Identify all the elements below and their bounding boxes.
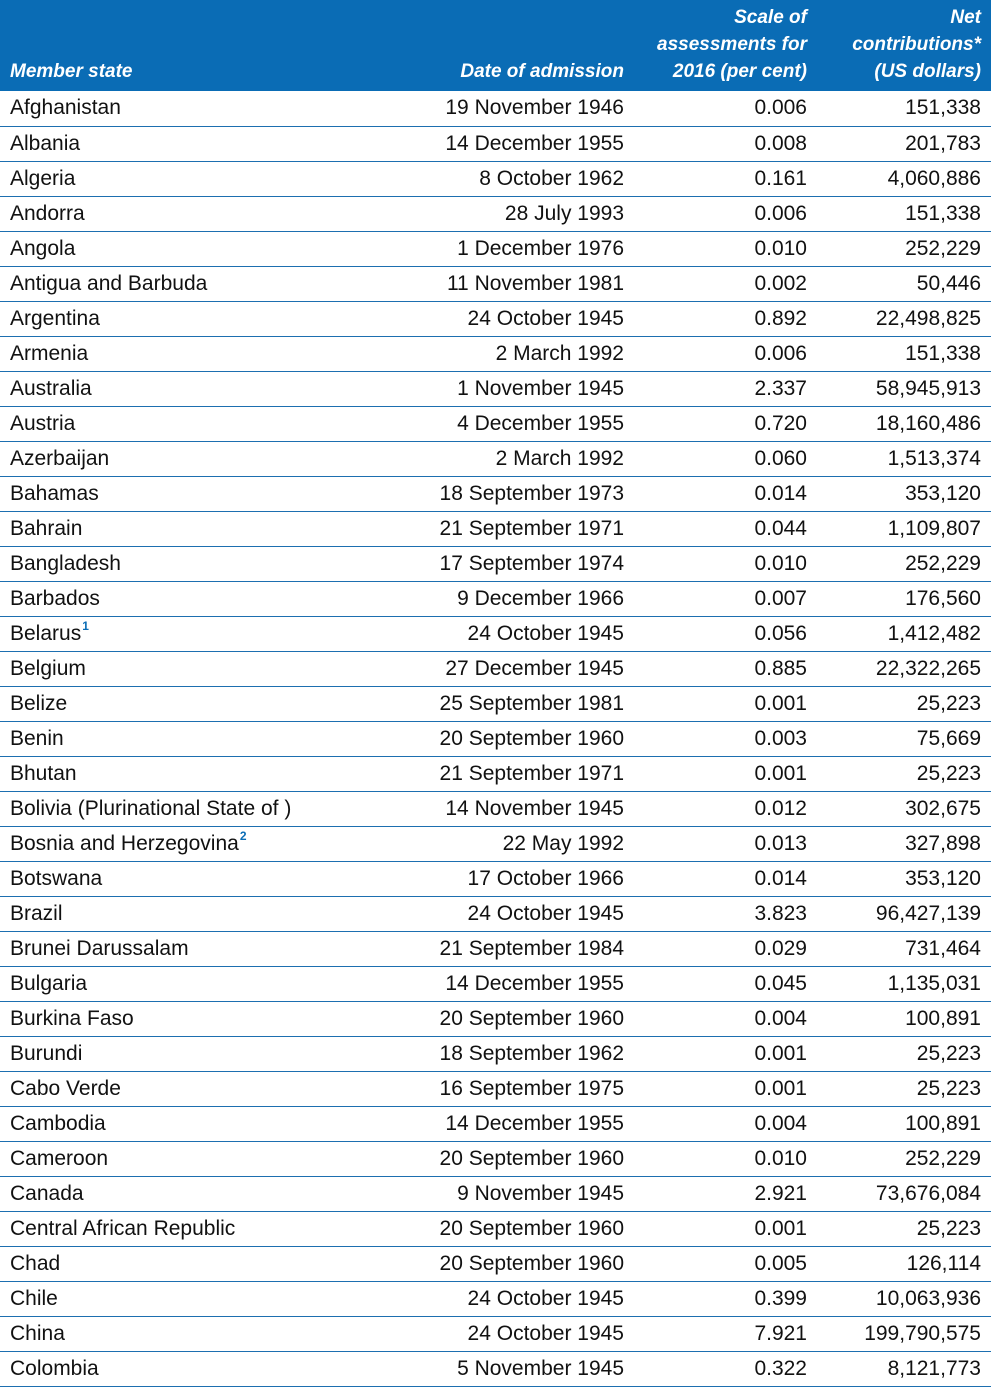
net-contribution-cell: 25,223 (817, 1036, 991, 1071)
net-contribution-cell: 1,513,374 (817, 441, 991, 476)
member-state-name: Brazil (10, 901, 63, 925)
admission-date-cell: 17 October 1966 (380, 861, 634, 896)
net-contribution-cell: 252,229 (817, 1141, 991, 1176)
admission-date-cell: 14 November 1945 (380, 791, 634, 826)
member-state-cell (0, 861, 380, 896)
member-state-cell (0, 896, 380, 931)
table-row (0, 581, 991, 616)
member-state-name: Austria (10, 411, 76, 435)
net-contribution-cell: 100,891 (817, 1106, 991, 1141)
net-contribution-cell: 96,427,139 (817, 896, 991, 931)
header-member-state: Member state (0, 0, 380, 91)
admission-date-cell: 25 September 1981 (380, 686, 634, 721)
member-state-cell (0, 791, 380, 826)
net-contribution-cell: 1,412,482 (817, 616, 991, 651)
scale-cell: 0.006 (634, 91, 817, 126)
member-state-cell (0, 1071, 380, 1106)
scale-cell: 2.337 (634, 371, 817, 406)
net-contribution-cell: 199,790,575 (817, 1316, 991, 1351)
table-row (0, 161, 991, 196)
scale-cell: 0.007 (634, 581, 817, 616)
scale-cell: 0.010 (634, 1141, 817, 1176)
net-contribution-cell: 22,322,265 (817, 651, 991, 686)
net-contribution-cell: 252,229 (817, 546, 991, 581)
scale-cell: 0.322 (634, 1351, 817, 1386)
member-state-cell (0, 91, 380, 126)
admission-date-cell: 28 July 1993 (380, 196, 634, 231)
net-contribution-cell: 252,229 (817, 231, 991, 266)
admission-date-cell: 27 December 1945 (380, 651, 634, 686)
net-contribution-cell: 151,338 (817, 336, 991, 371)
member-state-cell (0, 616, 380, 651)
table-row (0, 371, 991, 406)
member-state-name: Afghanistan (10, 96, 121, 120)
admission-date-cell: 9 December 1966 (380, 581, 634, 616)
admission-date-cell: 5 November 1945 (380, 1351, 634, 1386)
member-state-cell (0, 511, 380, 546)
member-state-name: Andorra (10, 201, 85, 225)
admission-date-cell: 21 September 1971 (380, 756, 634, 791)
net-contribution-cell: 25,223 (817, 1071, 991, 1106)
member-state-cell (0, 126, 380, 161)
net-contribution-cell: 8,121,773 (817, 1351, 991, 1386)
net-contribution-cell: 176,560 (817, 581, 991, 616)
scale-cell: 0.012 (634, 791, 817, 826)
table-row (0, 896, 991, 931)
table-row (0, 91, 991, 126)
member-state-cell (0, 476, 380, 511)
scale-cell: 0.010 (634, 231, 817, 266)
scale-cell: 3.823 (634, 896, 817, 931)
admission-date-cell: 2 March 1992 (380, 336, 634, 371)
admission-date-cell: 21 September 1984 (380, 931, 634, 966)
net-contribution-cell: 22,498,825 (817, 301, 991, 336)
net-contribution-cell: 10,063,936 (817, 1281, 991, 1316)
member-state-name: Angola (10, 236, 76, 260)
net-contribution-cell: 25,223 (817, 1211, 991, 1246)
scale-cell: 0.006 (634, 196, 817, 231)
member-state-name: Burkina Faso (10, 1006, 134, 1030)
admission-date-cell: 4 December 1955 (380, 406, 634, 441)
table-row (0, 791, 991, 826)
scale-cell: 0.010 (634, 546, 817, 581)
net-contribution-cell: 75,669 (817, 721, 991, 756)
scale-cell: 0.004 (634, 1106, 817, 1141)
member-state-cell (0, 826, 380, 861)
admission-date-cell: 17 September 1974 (380, 546, 634, 581)
table-row (0, 231, 991, 266)
scale-cell: 0.161 (634, 161, 817, 196)
member-state-cell (0, 301, 380, 336)
member-state-cell (0, 1036, 380, 1071)
net-contribution-cell: 327,898 (817, 826, 991, 861)
scale-cell: 0.060 (634, 441, 817, 476)
member-state-cell (0, 931, 380, 966)
admission-date-cell: 18 September 1962 (380, 1036, 634, 1071)
member-state-cell (0, 686, 380, 721)
net-contribution-cell: 731,464 (817, 931, 991, 966)
member-state-name: Botswana (10, 866, 103, 890)
table-body (0, 91, 991, 1386)
net-contribution-cell: 100,891 (817, 1001, 991, 1036)
member-state-name: Colombia (10, 1356, 99, 1380)
scale-cell: 0.885 (634, 651, 817, 686)
member-state-name: Argentina (10, 306, 100, 330)
table-row (0, 1246, 991, 1281)
table-row (0, 1176, 991, 1211)
admission-date-cell: 2 March 1992 (380, 441, 634, 476)
net-contribution-cell: 302,675 (817, 791, 991, 826)
net-contribution-cell: 126,114 (817, 1246, 991, 1281)
member-state-name: Bhutan (10, 761, 77, 785)
member-state-name: Algeria (10, 166, 76, 190)
net-contribution-cell: 25,223 (817, 756, 991, 791)
table-row (0, 126, 991, 161)
header-row (0, 0, 991, 91)
member-state-name: Brunei Darussalam (10, 936, 189, 960)
member-state-cell (0, 1106, 380, 1141)
admission-date-cell: 24 October 1945 (380, 1281, 634, 1316)
member-state-name: Cambodia (10, 1111, 106, 1135)
table-row (0, 651, 991, 686)
scale-cell: 0.014 (634, 476, 817, 511)
net-contribution-cell: 25,223 (817, 686, 991, 721)
member-state-cell (0, 1281, 380, 1316)
admission-date-cell: 21 September 1971 (380, 511, 634, 546)
admission-date-cell: 20 September 1960 (380, 721, 634, 756)
member-state-name: Albania (10, 131, 81, 155)
table-row (0, 1071, 991, 1106)
scale-cell: 0.002 (634, 266, 817, 301)
table-row (0, 1316, 991, 1351)
footnote-marker: 2 (239, 829, 247, 843)
member-state-name: Cabo Verde (10, 1076, 121, 1100)
member-state-cell (0, 336, 380, 371)
table-row (0, 1351, 991, 1386)
member-state-cell (0, 1176, 380, 1211)
admission-date-cell: 1 November 1945 (380, 371, 634, 406)
member-state-name: Chad (10, 1251, 61, 1275)
member-state-cell (0, 546, 380, 581)
member-state-name: Bosnia and Herzegovina (10, 832, 239, 855)
table-row (0, 721, 991, 756)
net-contribution-cell: 201,783 (817, 126, 991, 161)
table-row (0, 1281, 991, 1316)
table-row (0, 511, 991, 546)
member-state-cell (0, 161, 380, 196)
net-contribution-cell: 4,060,886 (817, 161, 991, 196)
member-state-name: Belarus (10, 622, 82, 645)
member-state-cell (0, 1001, 380, 1036)
table-row (0, 1211, 991, 1246)
admission-date-cell: 11 November 1981 (380, 266, 634, 301)
net-contribution-cell: 151,338 (817, 91, 991, 126)
member-state-name: Azerbaijan (10, 446, 110, 470)
net-contribution-cell: 50,446 (817, 266, 991, 301)
member-state-cell (0, 966, 380, 1001)
member-state-name: Bangladesh (10, 551, 121, 575)
member-state-name: Cameroon (10, 1146, 109, 1170)
table-row (0, 1106, 991, 1141)
member-state-name: Central African Republic (10, 1216, 236, 1240)
net-contribution-cell: 18,160,486 (817, 406, 991, 441)
admission-date-cell: 24 October 1945 (380, 896, 634, 931)
member-state-cell (0, 581, 380, 616)
member-state-name: Belize (10, 691, 68, 715)
table-row (0, 266, 991, 301)
member-state-cell (0, 651, 380, 686)
admission-date-cell: 24 October 1945 (380, 301, 634, 336)
net-contribution-cell: 353,120 (817, 476, 991, 511)
scale-cell: 0.029 (634, 931, 817, 966)
scale-cell: 2.921 (634, 1176, 817, 1211)
net-contribution-cell: 58,945,913 (817, 371, 991, 406)
member-state-cell (0, 721, 380, 756)
scale-cell: 0.399 (634, 1281, 817, 1316)
table-row (0, 756, 991, 791)
member-state-name: Bahamas (10, 481, 99, 505)
scale-cell: 0.008 (634, 126, 817, 161)
scale-cell: 0.044 (634, 511, 817, 546)
member-state-name: Barbados (10, 586, 100, 610)
scale-cell: 0.001 (634, 686, 817, 721)
admission-date-cell: 20 September 1960 (380, 1246, 634, 1281)
member-state-name: Armenia (10, 341, 89, 365)
header-date-of-admission: Date of admission (380, 0, 634, 91)
table-row (0, 441, 991, 476)
scale-cell: 0.001 (634, 1036, 817, 1071)
header-scale-of-assessments: Scale of assessments for 2016 (per cent) (634, 0, 817, 91)
scale-cell: 0.003 (634, 721, 817, 756)
scale-cell: 7.921 (634, 1316, 817, 1351)
scale-cell: 0.056 (634, 616, 817, 651)
member-state-cell (0, 1351, 380, 1386)
table-row (0, 406, 991, 441)
table-row (0, 196, 991, 231)
admission-date-cell: 14 December 1955 (380, 966, 634, 1001)
header-net-contributions: Net contributions* (US dollars) (817, 0, 991, 91)
admission-date-cell: 14 December 1955 (380, 126, 634, 161)
table-row (0, 861, 991, 896)
member-state-name: Australia (10, 376, 92, 400)
scale-cell: 0.720 (634, 406, 817, 441)
admission-date-cell: 20 September 1960 (380, 1141, 634, 1176)
admission-date-cell: 16 September 1975 (380, 1071, 634, 1106)
scale-cell: 0.005 (634, 1246, 817, 1281)
member-state-cell (0, 441, 380, 476)
net-contribution-cell: 1,135,031 (817, 966, 991, 1001)
admission-date-cell: 24 October 1945 (380, 1316, 634, 1351)
member-state-name: Bulgaria (10, 971, 88, 995)
table-row (0, 336, 991, 371)
scale-cell: 0.001 (634, 756, 817, 791)
table-row (0, 1001, 991, 1036)
scale-cell: 0.004 (634, 1001, 817, 1036)
scale-cell: 0.001 (634, 1211, 817, 1246)
member-state-name: China (10, 1321, 65, 1345)
member-state-cell (0, 1316, 380, 1351)
net-contribution-cell: 73,676,084 (817, 1176, 991, 1211)
member-state-name: Bahrain (10, 516, 83, 540)
table-row (0, 301, 991, 336)
member-state-name: Belgium (10, 656, 86, 680)
net-contribution-cell: 151,338 (817, 196, 991, 231)
table-row (0, 476, 991, 511)
table-row (0, 931, 991, 966)
scale-cell: 0.013 (634, 826, 817, 861)
scale-cell: 0.006 (634, 336, 817, 371)
table-row (0, 826, 991, 861)
admission-date-cell: 22 May 1992 (380, 826, 634, 861)
table-row (0, 1036, 991, 1071)
member-state-cell (0, 266, 380, 301)
table-row (0, 546, 991, 581)
footnote-marker: 1 (82, 619, 89, 633)
member-state-cell (0, 406, 380, 441)
member-state-name: Benin (10, 726, 64, 750)
admission-date-cell: 24 October 1945 (380, 616, 634, 651)
scale-cell: 0.001 (634, 1071, 817, 1106)
net-contribution-cell: 353,120 (817, 861, 991, 896)
net-contribution-cell: 1,109,807 (817, 511, 991, 546)
member-state-name: Burundi (10, 1041, 83, 1065)
member-state-cell (0, 756, 380, 791)
member-state-cell (0, 231, 380, 266)
admission-date-cell: 8 October 1962 (380, 161, 634, 196)
admission-date-cell: 1 December 1976 (380, 231, 634, 266)
admission-date-cell: 20 September 1960 (380, 1211, 634, 1246)
member-state-cell (0, 196, 380, 231)
member-state-name: Canada (10, 1181, 84, 1205)
member-state-name: Antigua and Barbuda (10, 271, 208, 295)
member-state-name: Bolivia (Plurinational State of ) (10, 796, 292, 820)
scale-cell: 0.892 (634, 301, 817, 336)
admission-date-cell: 20 September 1960 (380, 1001, 634, 1036)
member-state-cell (0, 1141, 380, 1176)
member-state-cell (0, 1211, 380, 1246)
table-row (0, 616, 991, 651)
table-row (0, 1141, 991, 1176)
table-row (0, 966, 991, 1001)
admission-date-cell: 9 November 1945 (380, 1176, 634, 1211)
member-state-cell (0, 1246, 380, 1281)
admission-date-cell: 18 September 1973 (380, 476, 634, 511)
scale-cell: 0.045 (634, 966, 817, 1001)
member-state-cell (0, 371, 380, 406)
scale-cell: 0.014 (634, 861, 817, 896)
admission-date-cell: 14 December 1955 (380, 1106, 634, 1141)
admission-date-cell: 19 November 1946 (380, 91, 634, 126)
table-row (0, 686, 991, 721)
member-state-name: Chile (10, 1286, 58, 1310)
